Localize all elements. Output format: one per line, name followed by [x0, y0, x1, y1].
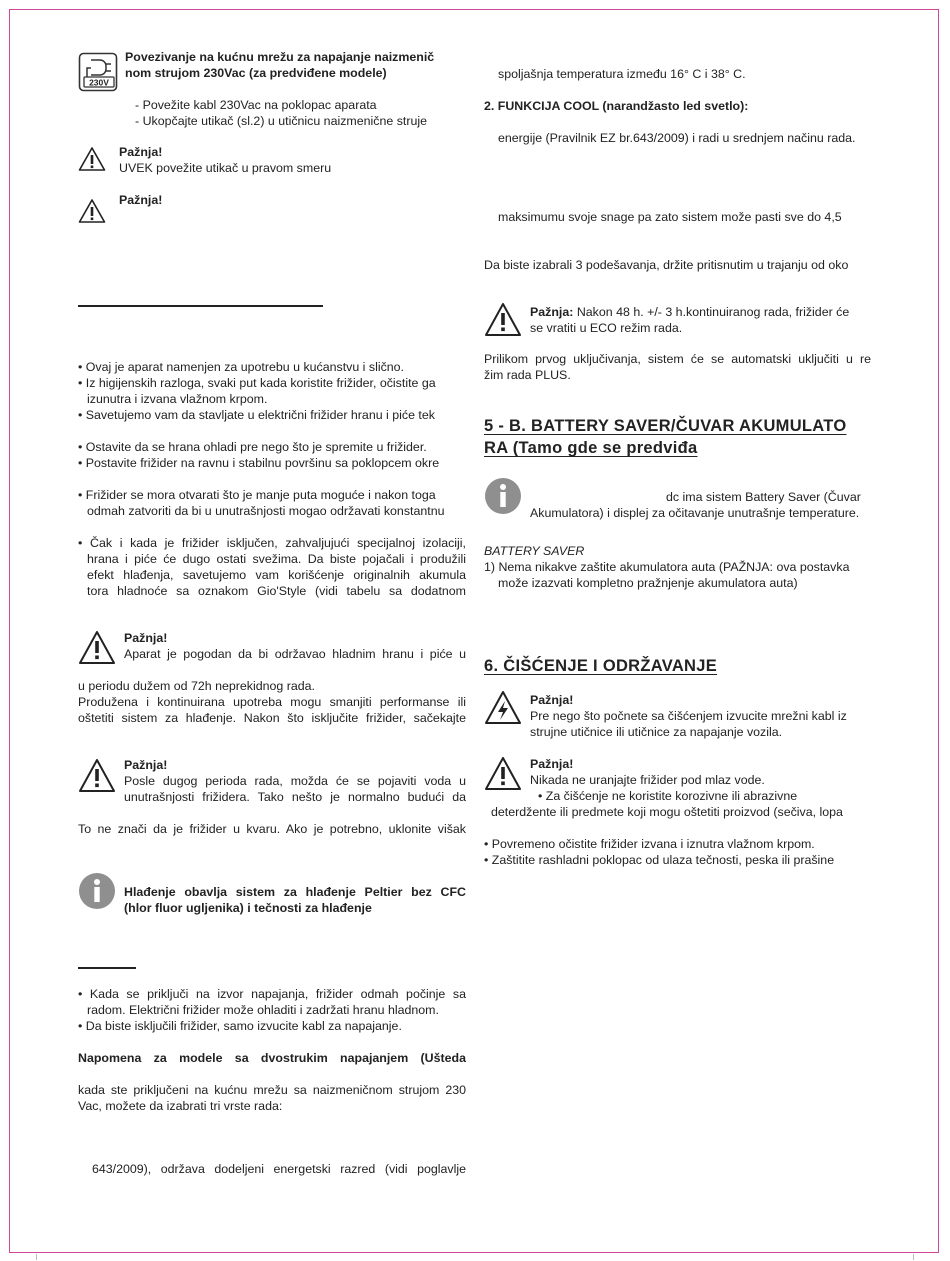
list-item: hrana i piće će dugo ostati svežima. Da biste pojačali i produžili [87, 552, 466, 566]
warning-triangle-icon [78, 198, 106, 224]
paragraph-line: 643/2009), održava dodeljeni energetski razred (vidi poglavlje [92, 1162, 466, 1176]
warning-text [530, 304, 849, 320]
section-6-heading: 6. ČIŠĆENJE I ODRŽAVANJE [484, 657, 718, 675]
power-icon-label: 230V [89, 77, 109, 88]
info-icon [484, 477, 522, 515]
section-rule [78, 305, 323, 307]
paragraph-line: oštetiti sistem za hlađenje. Nakon što isključite frižider, sačekajte [78, 711, 466, 725]
battery-saver-label: BATTERY SAVER [484, 544, 585, 558]
list-item: • Povremeno očistite frižider izvana i iznutra vlažnom krpom. [484, 837, 815, 851]
warning-text: Pre nego što počnete sa čišćenjem izvucite mrežni kabl iz [530, 709, 847, 723]
warning-text: unutrašnjosti frižidera. Tako nešto je normalno budući da [124, 790, 466, 804]
warning-text: Posle dugog perioda rada, možda će se pojaviti voda u [124, 774, 466, 788]
section-5-heading: 5 - B. BATTERY SAVER/ČUVAR AKUMULATO [484, 417, 847, 435]
power-title-line-1: Povezivanje na kućnu mrežu za napajanje naizmenič [125, 50, 435, 64]
list-item: izunutra i izvana vlažnom krpom. [87, 392, 268, 406]
list-item: tora hladnoće sa oznakom Gio'Style (vidi tabelu sa dodatnom [87, 584, 466, 598]
list-item: odmah zatvoriti da bi u unutrašnjosti mogao održavati konstantnu [87, 504, 445, 518]
list-item: može izazvati kompletno pražnjenje akumulatora auta) [498, 576, 798, 590]
warning-text: Aparat je pogodan da bi održavao hladnim hranu i piće u [124, 647, 466, 661]
warning-label: Pažnja! [124, 631, 168, 645]
paragraph-line: Produžena i kontinuirana upotreba mogu smanjiti performanse ili [78, 695, 466, 709]
warning-triangle-icon [484, 756, 522, 791]
warning-label: Pažnja! [119, 193, 163, 207]
list-item: • Savetujemo vam da stavljate u električni frižider hranu i piće tek [78, 408, 435, 422]
paragraph-line: To ne znači da je frižider u kvaru. Ako je potrebno, uklonite višak [78, 822, 466, 836]
warning-label: Pažnja! [530, 757, 574, 771]
paragraph-line: u periodu dužem od 72h neprekidnog rada. [78, 679, 315, 693]
list-item: • Postavite frižider na ravnu i stabilnu površinu sa poklopcem okre [78, 456, 440, 470]
list-item: • Frižider se mora otvarati što je manje puta moguće i nakon toga [78, 488, 436, 502]
info-text: Hlađenje obavlja sistem za hlađenje Peltier bez CFC [124, 885, 466, 899]
list-item: radom. Električni frižider može ohladiti i zadržati hranu hladnom. [87, 1003, 439, 1017]
warning-triangle-icon [78, 758, 116, 793]
warning-text: deterdžente ili predmete koji mogu oštetiti proizvod (sečiva, lopa [491, 805, 843, 819]
paragraph-line: žim rada PLUS. [484, 368, 571, 382]
paragraph-line: energije (Pravilnik EZ br.643/2009) i radi u srednjem načinu rada. [498, 131, 856, 145]
section-rule [78, 967, 136, 969]
power-plug-230v-icon [78, 52, 118, 92]
warning-text: • Za čišćenje ne koristite korozivne ili abrazivne [538, 789, 798, 803]
warning-label: Pažnja! [530, 693, 574, 707]
list-item: • Ovaj je aparat namenjen za upotrebu u kućanstvu i slično. [78, 360, 404, 374]
power-step-1: - Povežite kabl 230Vac na poklopac aparata [135, 98, 377, 112]
list-item: • Iz higijenskih razloga, svaki put kada koristite frižider, očistite ga [78, 376, 436, 390]
list-item: • Zaštitite rashladni poklopac od ulaza tečnosti, peska ili prašine [484, 853, 835, 867]
warning-triangle-icon [78, 630, 116, 665]
warning-text: Nikada ne uranjajte frižider pod mlaz vode. [530, 773, 765, 787]
warning-label: Pažnja! [119, 145, 163, 159]
info-text: Akumulatora) i displej za očitavanje unutrašnje temperature. [530, 506, 860, 520]
crop-mark [36, 1254, 37, 1260]
list-item: • Čak i kada je frižider isključen, zahvaljujući specijalnoj izolaciji, [78, 536, 466, 550]
crop-mark [913, 1254, 914, 1260]
warning-text: se vratiti u ECO režim rada. [530, 321, 683, 335]
paragraph-line: Da biste izabrali 3 podešavanja, držite pritisnutim u trajanju od oko [484, 258, 849, 272]
info-text: (hlor fluor ugljenika) i tečnosti za hlađenje [124, 901, 372, 915]
list-item: • Da biste isključili frižider, samo izvucite kabl za napajanje. [78, 1019, 402, 1033]
warning-label: Pažnja! [124, 758, 168, 772]
list-item: • Kada se priključi na izvor napajanja, frižider odmah počinje sa [78, 987, 466, 1001]
warning-text: strujne utičnice ili utičnice za napajanje vozila. [530, 725, 783, 739]
paragraph-line: maksimumu svoje snage pa zato sistem može pasti sve do 4,5 [498, 210, 842, 224]
warning-triangle-icon [484, 302, 522, 337]
info-text: dc ima sistem Battery Saver (Čuvar [666, 490, 861, 504]
info-icon [78, 872, 116, 910]
warning-text-part: Nakon 48 h. +/- 3 h.kontinuiranog rada, frižider će [573, 305, 850, 319]
paragraph-line: Prilikom prvog uključivanja, sistem će se automatski uključiti u re [484, 352, 871, 366]
section-5-heading: RA (Tamo gde se predviđa [484, 439, 698, 457]
list-item: efekt hlađenja, savetujemo vam korišćenje originalnih akumula [87, 568, 466, 582]
paragraph-line: Vac, možete da izabrati tri vrste rada: [78, 1099, 283, 1113]
list-item: 1) Nema nikakve zaštite akumulatora auta (PAŽNJA: ova postavka [484, 560, 850, 574]
warning-label: Pažnja: [530, 305, 574, 319]
electric-hazard-icon [484, 690, 522, 725]
paragraph-line: spoljašnja temperatura između 16° C i 38° C. [498, 67, 746, 81]
power-title-line-2: nom strujom 230Vac (za predviđene modele) [125, 66, 387, 80]
note-heading: Napomena za modele sa dvostrukim napajanjem (Ušteda [78, 1051, 466, 1065]
cool-heading: 2. FUNKCIJA COOL (narandžasto led svetlo): [484, 99, 749, 113]
warning-triangle-icon [78, 146, 106, 172]
list-item: • Ostavite da se hrana ohladi pre nego što je spremite u frižider. [78, 440, 427, 454]
power-step-2: - Ukopčajte utikač (sl.2) u utičnicu naizmenične struje [135, 114, 427, 128]
warning-text: UVEK povežite utikač u pravom smeru [119, 161, 332, 175]
paragraph-line: kada ste priključeni na kućnu mrežu sa naizmeničnom strujom 230 [78, 1083, 466, 1097]
